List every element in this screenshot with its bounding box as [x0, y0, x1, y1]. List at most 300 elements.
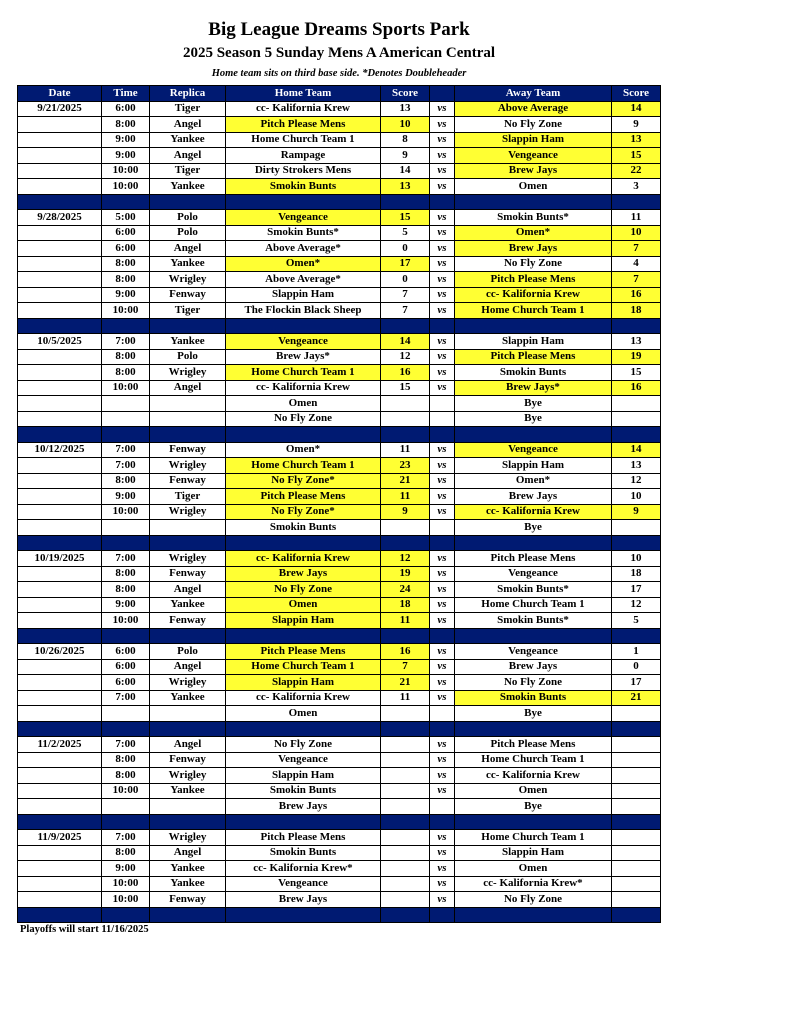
away-score-cell: 13 — [612, 458, 661, 474]
home-score-cell: 15 — [381, 380, 430, 396]
away-team-cell: No Fly Zone — [455, 117, 612, 133]
replica-cell: Wrigley — [150, 365, 226, 381]
home-score-cell: 9 — [381, 504, 430, 520]
time-cell: 7:00 — [102, 737, 150, 753]
away-score-cell — [612, 799, 661, 815]
game-row — [18, 287, 661, 303]
game-row — [18, 148, 661, 164]
replica-cell — [150, 799, 226, 815]
away-team-cell: Slappin Ham — [455, 458, 612, 474]
separator-cell — [18, 814, 102, 830]
replica-cell: Fenway — [150, 613, 226, 629]
replica-cell: Wrigley — [150, 830, 226, 846]
separator-cell — [102, 628, 150, 644]
home-score-cell: 14 — [381, 334, 430, 350]
vs-cell: vs — [430, 303, 455, 319]
replica-cell: Angel — [150, 241, 226, 257]
replica-cell: Yankee — [150, 334, 226, 350]
away-team-cell: No Fly Zone — [455, 892, 612, 908]
home-score-cell: 0 — [381, 272, 430, 288]
away-team-cell: Bye — [455, 520, 612, 536]
vs-cell: vs — [430, 148, 455, 164]
date-cell — [18, 504, 102, 520]
vs-cell: vs — [430, 334, 455, 350]
separator-cell — [226, 814, 381, 830]
date-cell — [18, 272, 102, 288]
home-team-cell: Omen — [226, 396, 381, 412]
away-score-cell: 12 — [612, 473, 661, 489]
game-row — [18, 225, 661, 241]
away-score-cell — [612, 520, 661, 536]
vs-cell: vs — [430, 101, 455, 117]
replica-cell: Wrigley — [150, 272, 226, 288]
separator-cell — [612, 535, 661, 551]
date-cell: 11/2/2025 — [18, 737, 102, 753]
vs-cell: vs — [430, 582, 455, 598]
date-cell — [18, 179, 102, 195]
separator-cell — [430, 907, 455, 923]
away-score-cell — [612, 783, 661, 799]
time-cell: 8:00 — [102, 566, 150, 582]
date-cell — [18, 659, 102, 675]
replica-cell: Fenway — [150, 473, 226, 489]
game-row — [18, 752, 661, 768]
vs-cell — [430, 520, 455, 536]
game-row — [18, 210, 661, 226]
replica-cell: Angel — [150, 737, 226, 753]
home-team-cell: Rampage — [226, 148, 381, 164]
game-row — [18, 768, 661, 784]
away-team-cell: Bye — [455, 799, 612, 815]
separator-cell — [612, 427, 661, 443]
home-team-cell: cc- Kalifornia Krew* — [226, 861, 381, 877]
home-score-cell: 7 — [381, 659, 430, 675]
separator-cell — [18, 318, 102, 334]
time-cell: 6:00 — [102, 101, 150, 117]
week-separator — [18, 721, 661, 737]
replica-cell: Yankee — [150, 783, 226, 799]
schedule-table — [17, 85, 661, 923]
separator-cell — [430, 721, 455, 737]
replica-cell: Fenway — [150, 287, 226, 303]
away-team-cell: Smokin Bunts — [455, 365, 612, 381]
away-team-cell: Omen* — [455, 225, 612, 241]
separator-cell — [226, 318, 381, 334]
game-row — [18, 566, 661, 582]
game-row — [18, 597, 661, 613]
home-team-cell: Smokin Bunts* — [226, 225, 381, 241]
replica-cell: Wrigley — [150, 504, 226, 520]
away-team-cell: Pitch Please Mens — [455, 551, 612, 567]
col-header-vs — [430, 86, 455, 102]
date-cell — [18, 520, 102, 536]
separator-cell — [226, 907, 381, 923]
time-cell: 8:00 — [102, 349, 150, 365]
playoffs-note: Playoffs will start 11/16/2025 — [20, 924, 149, 935]
away-team-cell: cc- Kalifornia Krew — [455, 504, 612, 520]
vs-cell — [430, 706, 455, 722]
game-row — [18, 365, 661, 381]
away-score-cell — [612, 876, 661, 892]
date-cell — [18, 241, 102, 257]
replica-cell: Fenway — [150, 752, 226, 768]
separator-cell — [102, 535, 150, 551]
game-row — [18, 349, 661, 365]
separator-cell — [18, 721, 102, 737]
time-cell — [102, 396, 150, 412]
home-team-cell: Pitch Please Mens — [226, 644, 381, 660]
away-team-cell: Pitch Please Mens — [455, 349, 612, 365]
time-cell: 7:00 — [102, 458, 150, 474]
away-score-cell: 9 — [612, 117, 661, 133]
bye-row — [18, 799, 661, 815]
date-cell — [18, 861, 102, 877]
col-header-home-score: Score — [381, 86, 430, 102]
vs-cell: vs — [430, 752, 455, 768]
vs-cell: vs — [430, 551, 455, 567]
date-cell — [18, 675, 102, 691]
vs-cell: vs — [430, 380, 455, 396]
separator-cell — [381, 721, 430, 737]
time-cell: 8:00 — [102, 272, 150, 288]
home-score-cell — [381, 520, 430, 536]
away-score-cell: 13 — [612, 132, 661, 148]
bye-row — [18, 411, 661, 427]
game-row — [18, 256, 661, 272]
replica-cell: Angel — [150, 659, 226, 675]
replica-cell: Polo — [150, 644, 226, 660]
vs-cell: vs — [430, 349, 455, 365]
date-cell — [18, 365, 102, 381]
vs-cell: vs — [430, 783, 455, 799]
time-cell: 6:00 — [102, 659, 150, 675]
away-score-cell: 7 — [612, 272, 661, 288]
separator-cell — [381, 194, 430, 210]
replica-cell: Yankee — [150, 876, 226, 892]
separator-cell — [102, 721, 150, 737]
vs-cell: vs — [430, 442, 455, 458]
time-cell: 8:00 — [102, 117, 150, 133]
separator-cell — [150, 535, 226, 551]
home-score-cell: 0 — [381, 241, 430, 257]
game-row — [18, 101, 661, 117]
date-cell — [18, 706, 102, 722]
away-team-cell: Smokin Bunts — [455, 690, 612, 706]
date-cell: 10/19/2025 — [18, 551, 102, 567]
away-team-cell: Home Church Team 1 — [455, 303, 612, 319]
separator-cell — [455, 535, 612, 551]
away-team-cell: Home Church Team 1 — [455, 830, 612, 846]
date-cell — [18, 380, 102, 396]
separator-cell — [455, 194, 612, 210]
home-score-cell: 24 — [381, 582, 430, 598]
home-score-cell: 23 — [381, 458, 430, 474]
vs-cell: vs — [430, 210, 455, 226]
replica-cell: Wrigley — [150, 675, 226, 691]
separator-cell — [612, 318, 661, 334]
away-score-cell: 14 — [612, 101, 661, 117]
home-team-cell: Vengeance — [226, 752, 381, 768]
date-cell — [18, 148, 102, 164]
separator-cell — [455, 427, 612, 443]
away-score-cell: 10 — [612, 225, 661, 241]
game-row — [18, 117, 661, 133]
col-header-replica: Replica — [150, 86, 226, 102]
away-score-cell — [612, 752, 661, 768]
home-score-cell — [381, 768, 430, 784]
replica-cell: Tiger — [150, 303, 226, 319]
vs-cell: vs — [430, 892, 455, 908]
home-team-cell: No Fly Zone* — [226, 504, 381, 520]
away-score-cell: 21 — [612, 690, 661, 706]
date-cell — [18, 566, 102, 582]
home-score-cell: 11 — [381, 690, 430, 706]
time-cell — [102, 799, 150, 815]
away-team-cell: Bye — [455, 396, 612, 412]
away-team-cell: Pitch Please Mens — [455, 272, 612, 288]
date-cell — [18, 396, 102, 412]
home-team-cell: Omen — [226, 706, 381, 722]
home-score-cell: 11 — [381, 613, 430, 629]
col-header-away-team: Away Team — [455, 86, 612, 102]
replica-cell: Fenway — [150, 892, 226, 908]
date-cell — [18, 783, 102, 799]
separator-cell — [150, 628, 226, 644]
replica-cell — [150, 706, 226, 722]
away-team-cell: cc- Kalifornia Krew — [455, 287, 612, 303]
week-separator — [18, 427, 661, 443]
away-team-cell: Brew Jays — [455, 163, 612, 179]
vs-cell: vs — [430, 845, 455, 861]
time-cell: 10:00 — [102, 303, 150, 319]
header-row — [18, 86, 661, 102]
separator-cell — [18, 194, 102, 210]
bye-row — [18, 396, 661, 412]
separator-cell — [430, 628, 455, 644]
home-team-cell: Omen* — [226, 256, 381, 272]
separator-cell — [381, 535, 430, 551]
separator-cell — [381, 318, 430, 334]
replica-cell: Tiger — [150, 489, 226, 505]
home-team-cell: cc- Kalifornia Krew — [226, 551, 381, 567]
separator-cell — [18, 628, 102, 644]
replica-cell: Fenway — [150, 566, 226, 582]
away-team-cell: Omen — [455, 783, 612, 799]
col-header-date: Date — [18, 86, 102, 102]
home-team-cell: Slappin Ham — [226, 613, 381, 629]
vs-cell: vs — [430, 675, 455, 691]
separator-cell — [150, 427, 226, 443]
date-cell — [18, 163, 102, 179]
home-score-cell — [381, 799, 430, 815]
replica-cell — [150, 396, 226, 412]
game-row — [18, 892, 661, 908]
away-score-cell: 18 — [612, 303, 661, 319]
separator-cell — [612, 194, 661, 210]
date-cell: 10/12/2025 — [18, 442, 102, 458]
game-row — [18, 783, 661, 799]
game-row — [18, 489, 661, 505]
time-cell: 9:00 — [102, 597, 150, 613]
date-cell — [18, 458, 102, 474]
separator-cell — [430, 318, 455, 334]
time-cell: 6:00 — [102, 644, 150, 660]
date-cell — [18, 799, 102, 815]
date-cell — [18, 473, 102, 489]
away-team-cell: cc- Kalifornia Krew — [455, 768, 612, 784]
away-score-cell: 19 — [612, 349, 661, 365]
vs-cell: vs — [430, 132, 455, 148]
separator-cell — [226, 535, 381, 551]
replica-cell: Yankee — [150, 256, 226, 272]
away-score-cell — [612, 768, 661, 784]
home-team-cell: Smokin Bunts — [226, 179, 381, 195]
replica-cell — [150, 520, 226, 536]
home-team-cell: Omen — [226, 597, 381, 613]
away-team-cell: Bye — [455, 706, 612, 722]
away-score-cell — [612, 845, 661, 861]
date-cell — [18, 768, 102, 784]
away-team-cell: Brew Jays — [455, 659, 612, 675]
vs-cell — [430, 799, 455, 815]
separator-cell — [150, 318, 226, 334]
time-cell: 10:00 — [102, 504, 150, 520]
replica-cell: Wrigley — [150, 768, 226, 784]
separator-cell — [102, 194, 150, 210]
vs-cell: vs — [430, 365, 455, 381]
vs-cell: vs — [430, 613, 455, 629]
home-score-cell — [381, 861, 430, 877]
home-score-cell: 8 — [381, 132, 430, 148]
away-score-cell — [612, 737, 661, 753]
away-team-cell: Brew Jays* — [455, 380, 612, 396]
date-cell — [18, 845, 102, 861]
time-cell — [102, 411, 150, 427]
away-team-cell: Vengeance — [455, 566, 612, 582]
game-row — [18, 334, 661, 350]
home-score-cell: 16 — [381, 365, 430, 381]
replica-cell: Angel — [150, 117, 226, 133]
game-row — [18, 551, 661, 567]
date-cell: 11/9/2025 — [18, 830, 102, 846]
separator-cell — [150, 194, 226, 210]
replica-cell: Wrigley — [150, 551, 226, 567]
home-team-cell: Home Church Team 1 — [226, 365, 381, 381]
separator-cell — [430, 535, 455, 551]
time-cell: 9:00 — [102, 287, 150, 303]
home-team-cell: Vengeance — [226, 334, 381, 350]
away-score-cell: 5 — [612, 613, 661, 629]
vs-cell: vs — [430, 768, 455, 784]
away-score-cell: 7 — [612, 241, 661, 257]
away-team-cell: Brew Jays — [455, 241, 612, 257]
vs-cell: vs — [430, 566, 455, 582]
week-separator — [18, 194, 661, 210]
away-score-cell: 18 — [612, 566, 661, 582]
separator-cell — [430, 814, 455, 830]
away-team-cell: Bye — [455, 411, 612, 427]
vs-cell: vs — [430, 272, 455, 288]
home-score-cell: 17 — [381, 256, 430, 272]
time-cell: 10:00 — [102, 783, 150, 799]
game-row — [18, 179, 661, 195]
home-team-cell: Slappin Ham — [226, 675, 381, 691]
time-cell: 8:00 — [102, 845, 150, 861]
home-team-cell: Pitch Please Mens — [226, 117, 381, 133]
away-team-cell: No Fly Zone — [455, 256, 612, 272]
home-team-cell: Smokin Bunts — [226, 520, 381, 536]
home-team-cell: Vengeance — [226, 876, 381, 892]
home-score-cell — [381, 783, 430, 799]
home-team-cell: Vengeance — [226, 210, 381, 226]
away-score-cell: 0 — [612, 659, 661, 675]
separator-cell — [381, 814, 430, 830]
time-cell: 6:00 — [102, 241, 150, 257]
vs-cell: vs — [430, 659, 455, 675]
date-cell — [18, 225, 102, 241]
game-row — [18, 504, 661, 520]
date-cell — [18, 892, 102, 908]
time-cell: 10:00 — [102, 876, 150, 892]
replica-cell: Yankee — [150, 861, 226, 877]
away-score-cell: 22 — [612, 163, 661, 179]
separator-cell — [430, 194, 455, 210]
home-team-cell: No Fly Zone — [226, 737, 381, 753]
home-score-cell: 12 — [381, 349, 430, 365]
week-separator — [18, 814, 661, 830]
week-separator — [18, 628, 661, 644]
separator-cell — [150, 814, 226, 830]
separator-cell — [102, 907, 150, 923]
away-score-cell — [612, 411, 661, 427]
vs-cell: vs — [430, 876, 455, 892]
home-score-cell: 14 — [381, 163, 430, 179]
vs-cell: vs — [430, 458, 455, 474]
page-subtitle: 2025 Season 5 Sunday Mens A American Central — [182, 45, 496, 61]
away-team-cell: Slappin Ham — [455, 132, 612, 148]
away-score-cell: 11 — [612, 210, 661, 226]
game-row — [18, 303, 661, 319]
date-cell: 9/21/2025 — [18, 101, 102, 117]
home-score-cell — [381, 845, 430, 861]
time-cell: 6:00 — [102, 675, 150, 691]
col-header-time: Time — [102, 86, 150, 102]
separator-cell — [226, 721, 381, 737]
away-score-cell: 16 — [612, 380, 661, 396]
time-cell: 10:00 — [102, 380, 150, 396]
date-cell — [18, 132, 102, 148]
date-cell — [18, 349, 102, 365]
col-header-home-team: Home Team — [226, 86, 381, 102]
time-cell: 8:00 — [102, 768, 150, 784]
home-team-cell: Slappin Ham — [226, 768, 381, 784]
home-team-cell: Brew Jays — [226, 566, 381, 582]
game-row — [18, 582, 661, 598]
date-cell — [18, 117, 102, 133]
time-cell: 7:00 — [102, 334, 150, 350]
col-header-away-score: Score — [612, 86, 661, 102]
replica-cell: Angel — [150, 148, 226, 164]
game-row — [18, 473, 661, 489]
away-team-cell: Smokin Bunts* — [455, 210, 612, 226]
home-score-cell: 7 — [381, 287, 430, 303]
time-cell: 10:00 — [102, 179, 150, 195]
away-team-cell: Home Church Team 1 — [455, 597, 612, 613]
replica-cell: Polo — [150, 349, 226, 365]
home-team-cell: No Fly Zone — [226, 582, 381, 598]
separator-cell — [381, 907, 430, 923]
home-score-cell: 21 — [381, 473, 430, 489]
